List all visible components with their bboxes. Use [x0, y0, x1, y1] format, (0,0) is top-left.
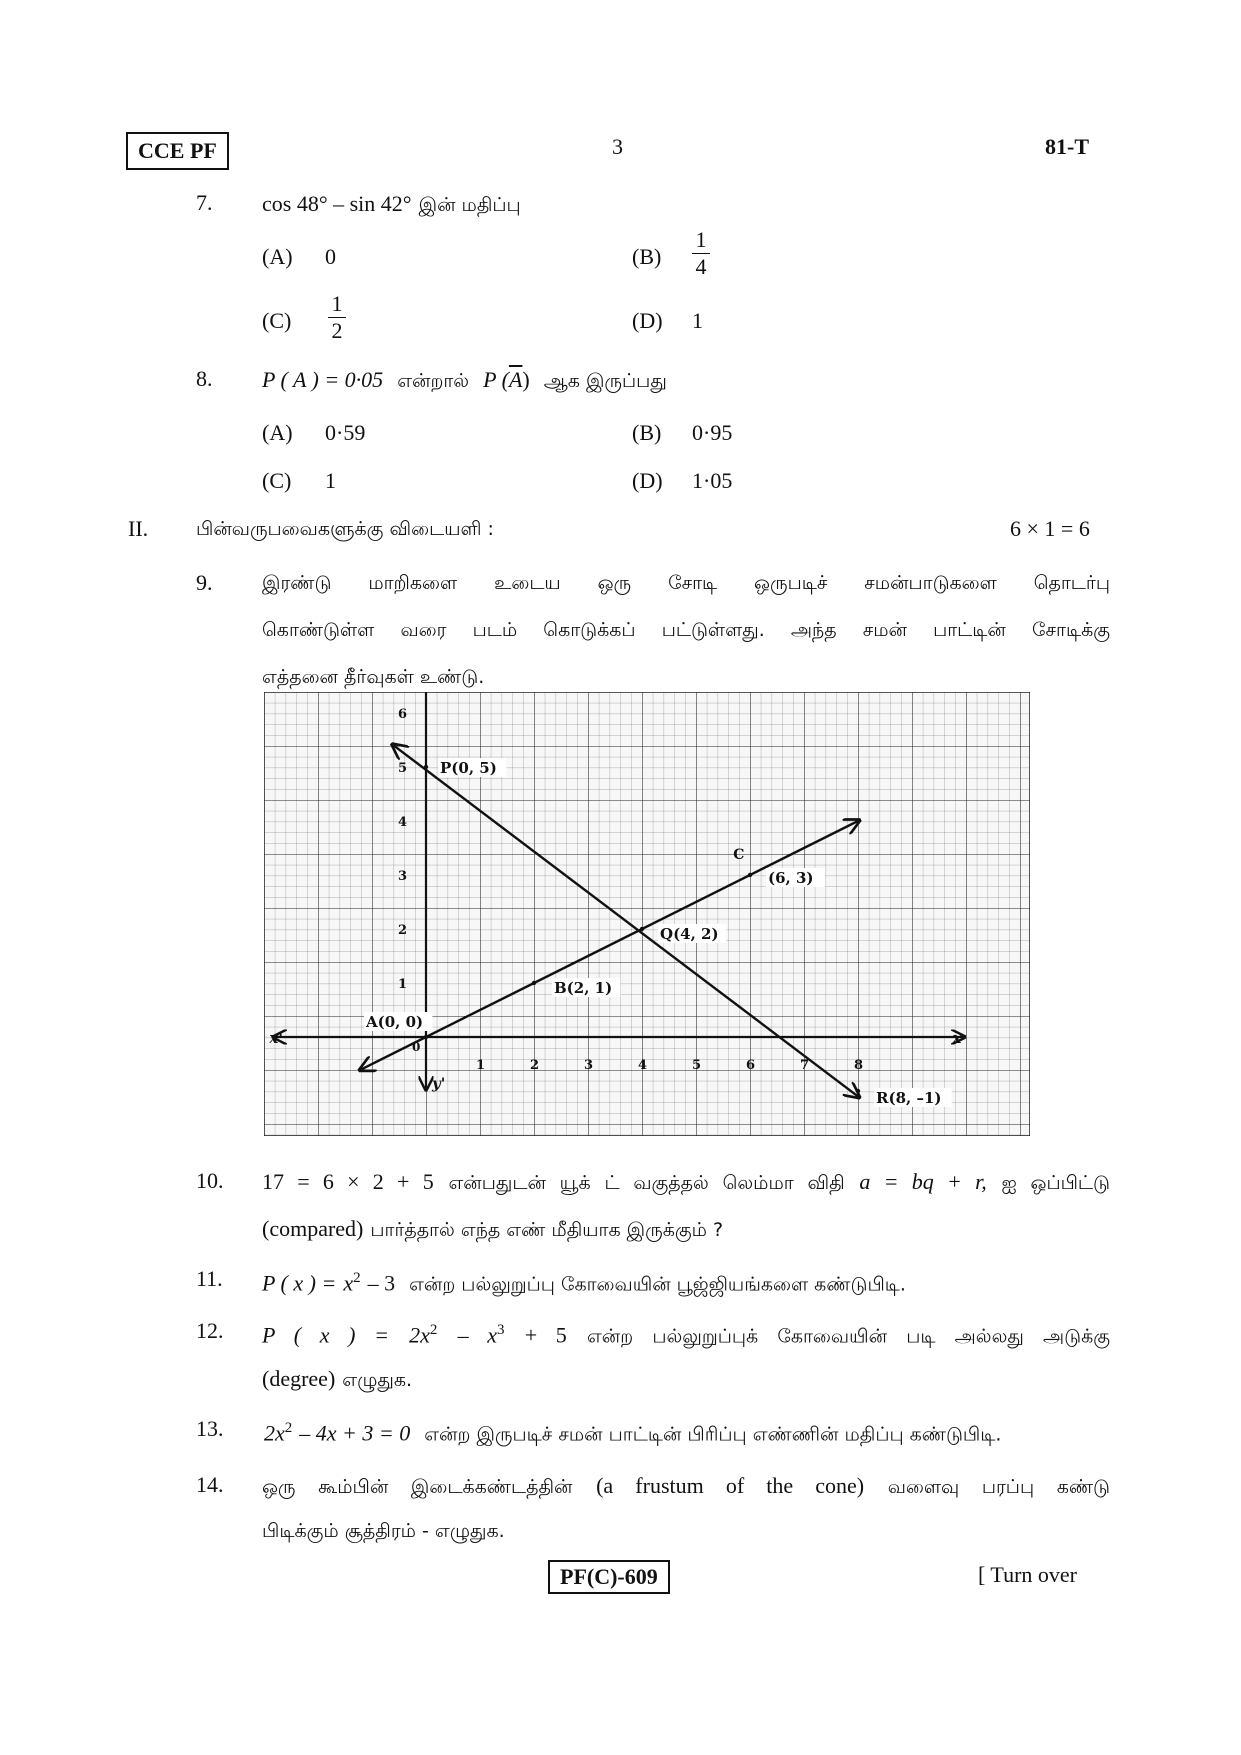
q10-line1 [262, 1168, 1110, 1197]
q7-option-d-value: 1 [692, 308, 703, 333]
q8-text1: என்றால் [397, 370, 470, 392]
q9-line2: கொண்டுள்ள வரை படம் கொடுக்கப் பட்டுள்ளது. அந்த சமன் பாட்டின் சோடிக்கு [262, 619, 1110, 641]
q13-stem [264, 1414, 1001, 1448]
y-tick-label: 1 [398, 977, 408, 992]
q13-expr-a: 2x [264, 1420, 285, 1446]
x-tick-label: 5 [692, 1058, 702, 1073]
q10-lemma: a = bq + r, [859, 1169, 987, 1194]
q7-option-b-fraction [692, 228, 710, 279]
q14-line2: பிடிக்கும் சூத்திரம் - எழுதுக. [262, 1520, 505, 1542]
q10-text2: ஐ ஒப்பிட்டு [1001, 1172, 1110, 1194]
turn-over: [ Turn over [978, 1562, 1078, 1587]
q7-option-c-fraction [328, 292, 346, 343]
point-marker [424, 1035, 428, 1039]
x-tick-label: 6 [746, 1058, 756, 1073]
q10-equation: 17 = 6 × 2 + 5 [262, 1169, 434, 1194]
q11-expr-a: P ( x ) = [262, 1270, 337, 1296]
paper-code-box [126, 132, 229, 170]
point-label: P(0, 5) [440, 759, 497, 777]
q8-option-d-label: (D) [632, 468, 663, 493]
footer-code-box [548, 1560, 670, 1594]
y-tick-label: 6 [398, 707, 408, 722]
q12-text2: எழுதுக. [342, 1369, 413, 1391]
point-marker [532, 981, 536, 985]
paper-code: CCE PF [138, 138, 217, 163]
point-label: R(8, –1) [876, 1089, 942, 1107]
q13-text: என்ற இருபடிச் சமன் பாட்டின் பிரிப்பு எண்ணின் மதிப்பு கண்டுபிடி. [424, 1423, 1002, 1446]
q9-number: 9. [196, 570, 213, 595]
q10-number: 10. [196, 1168, 224, 1193]
q7-option-b-numerator: 1 [695, 227, 707, 252]
q12-degree: (degree) [262, 1366, 336, 1391]
q10-text3: பார்த்தால் எந்த எண் மீதியாக இருக்கும் ? [370, 1219, 724, 1241]
q10-line2 [262, 1215, 723, 1244]
q9-line3: எத்தனை தீர்வுகள் உண்டு. [262, 666, 485, 688]
q12-line2 [262, 1365, 412, 1394]
q12-expr-d: + 5 [524, 1322, 567, 1348]
section-roman: II. [128, 516, 149, 541]
q13-expr-sup: 2 [284, 1420, 293, 1436]
q12-expr-c: – x [457, 1322, 498, 1348]
q14-line1 [262, 1472, 1110, 1501]
q11-number: 11. [196, 1266, 223, 1291]
q9-graph [264, 692, 1030, 1136]
x-tick-label: 4 [638, 1058, 648, 1073]
x-tick-label: 8 [854, 1058, 864, 1073]
q14-number: 14. [196, 1472, 224, 1497]
q12-expr-sup2: 3 [497, 1322, 505, 1338]
q7-text: இன் மதிப்பு [418, 194, 521, 216]
y-tick-label: 3 [398, 869, 408, 884]
point-marker [856, 1089, 860, 1093]
q10-text1: என்பதுடன் யூக் ட் வகுத்தல் லெம்மா விதி [448, 1172, 845, 1194]
section-title: பின்வருபவைகளுக்கு விடையளி : [196, 518, 494, 540]
q12-expr-b: 2x [409, 1322, 430, 1348]
q12-number: 12. [196, 1318, 224, 1343]
q14-text2: வளைவு பரப்பு கண்டு [887, 1476, 1111, 1498]
q13-expr-b: – 4x + 3 = 0 [299, 1420, 411, 1446]
q12-expr-a: P ( x ) = [262, 1322, 389, 1348]
point-marker [640, 927, 644, 931]
q7-option-d-label: (D) [632, 308, 663, 333]
x-tick-label: 2 [530, 1058, 540, 1073]
point-label: A(0, 0) [366, 1013, 424, 1031]
point-marker [748, 873, 752, 877]
point-marker [424, 765, 428, 769]
x-tick-label: 7 [800, 1058, 810, 1073]
x-tick-label: 3 [584, 1058, 594, 1073]
point-label: (6, 3) [768, 869, 814, 887]
x-axis-label-negative: x' [269, 1029, 283, 1047]
q14-text1: ஒரு கூம்பின் இடைக்கண்டத்தின் [262, 1476, 573, 1498]
q8-option-c-value: 1 [325, 468, 336, 493]
subject-code: 81-T [1045, 134, 1089, 159]
q11-text: என்ற பல்லுறுப்பு கோவையின் பூஜ்ஜியங்களை கண்டுபிடி. [409, 1273, 906, 1296]
q8-option-a-value: 0·59 [325, 420, 366, 445]
q7-option-b-label: (B) [632, 244, 662, 269]
q7-option-c-numerator: 1 [331, 291, 343, 316]
q11-stem [262, 1264, 906, 1298]
q14-frustum: (a frustum of the cone) [596, 1473, 865, 1498]
q8-number: 8. [196, 366, 213, 391]
q7-option-c-denominator: 2 [331, 318, 343, 343]
q7-number: 7. [196, 190, 213, 215]
q11-expr-b: x [343, 1270, 354, 1296]
x-tick-label: 0 [412, 1040, 421, 1054]
q12-expr-sup1: 2 [429, 1322, 438, 1338]
section-marks: 6 × 1 = 6 [1010, 516, 1090, 541]
point-label: B(2, 1) [554, 979, 613, 997]
q8-text2: ஆக இருப்பது [543, 370, 667, 392]
x-tick-label: 1 [476, 1058, 486, 1073]
y-tick-label: 5 [398, 761, 408, 776]
q8-option-d-value: 1·05 [692, 468, 733, 493]
q7-option-c-label: (C) [262, 308, 292, 333]
q12-text: என்ற பல்லுறுப்புக் கோவையின் படி அல்லது அடுக்கு [586, 1325, 1111, 1348]
q8-rhs-close: ) [522, 367, 530, 392]
y-tick-label: 4 [398, 815, 408, 830]
q8-option-a-label: (A) [262, 420, 293, 445]
q11-expr-sup: 2 [353, 1270, 361, 1286]
q8-lhs: P ( A ) = 0·05 [262, 367, 384, 392]
y-axis-label-negative: y' [432, 1074, 446, 1093]
footer-code: PF(C)-609 [560, 1564, 658, 1589]
q8-option-b-value: 0·95 [692, 420, 733, 445]
q10-compared: (compared) [262, 1216, 364, 1241]
q8-rhs-p: P ( [483, 367, 509, 392]
page-number: 3 [612, 134, 623, 159]
q12-line1 [262, 1316, 1110, 1350]
q7-option-b-denominator: 4 [695, 254, 707, 279]
y-tick-label: 2 [398, 923, 408, 938]
q8-rhs-a-bar: $\overline{A}$ [508, 367, 523, 392]
q11-expr-c: – 3 [367, 1270, 396, 1296]
point-label: Q(4, 2) [660, 925, 719, 943]
q8-option-c-label: (C) [262, 468, 292, 493]
q8-option-b-label: (B) [632, 420, 662, 445]
q7-option-a-label: (A) [262, 244, 293, 269]
x-axis-label-positive: x [952, 1029, 962, 1047]
q7-expression: cos 48° – sin 42° [262, 191, 412, 216]
q13-number: 13. [196, 1416, 224, 1441]
q9-line1: இரண்டு மாறிகளை உடைய ஒரு சோடி ஒருபடிச் சமன்பாடுகளை தொடர்பு [262, 572, 1110, 594]
q7-option-a-value: 0 [325, 244, 336, 269]
line-annotation: C [733, 846, 745, 863]
q8-stem [262, 366, 667, 395]
q7-stem [262, 190, 521, 219]
